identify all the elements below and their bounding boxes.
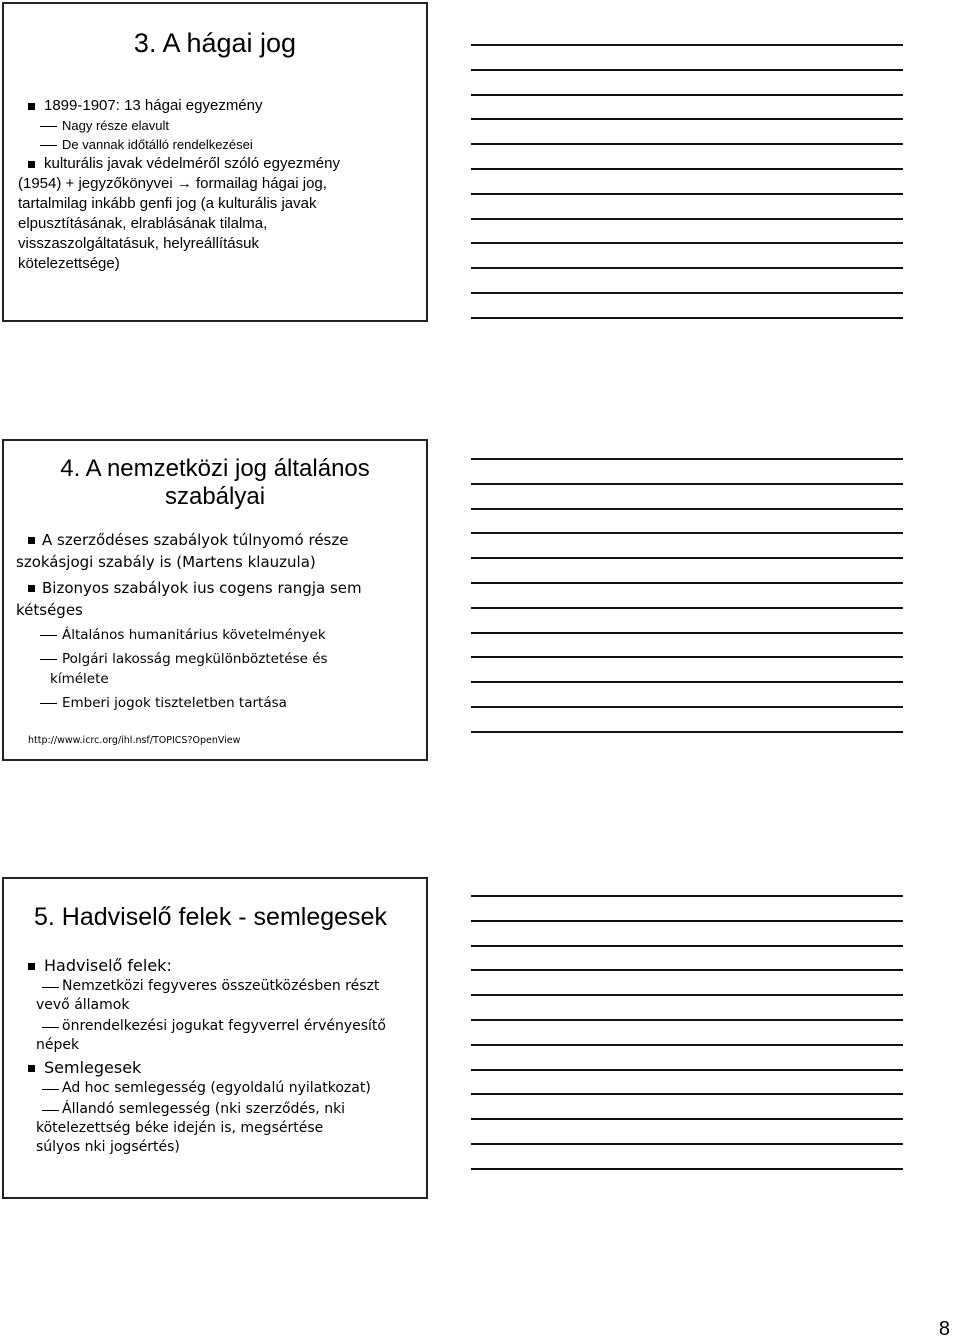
slide-title: 5. Hadviselő felek - semlegesek: [34, 903, 387, 931]
dash-bullet-icon: [42, 987, 59, 988]
note-line: [471, 317, 903, 319]
note-line: [471, 532, 903, 534]
bullet-item: 1899-1907: 13 hágai egyezmény: [4, 96, 426, 116]
note-line: [471, 267, 903, 269]
note-line: [471, 656, 903, 658]
sub-bullet-item: Állandó semlegesség (nki szerződés, nki kötelezettség béke idején is, megsértése súlyos nki jogsértés): [36, 1101, 346, 1155]
dash-bullet-icon: [40, 145, 57, 146]
note-line: [471, 1069, 903, 1071]
sub-bullet-item: Nemzetközi fegyveres összeütközésben részt vevő államok: [36, 978, 380, 1013]
bullet-item: A szerződéses szabályok túlnyomó része szokásjogi szabály is (Martens klauzula): [16, 531, 349, 571]
note-line: [471, 168, 903, 170]
note-line: [471, 731, 903, 733]
bullet-item: Hadviselő felek:: [4, 955, 426, 977]
note-line: [471, 632, 903, 634]
note-line: [471, 1019, 903, 1021]
note-line: [471, 994, 903, 996]
dash-bullet-icon: [42, 1027, 59, 1028]
dash-bullet-icon: [42, 1089, 59, 1090]
note-line: [471, 1143, 903, 1145]
slide-3: [2, 2, 428, 322]
note-line: [471, 483, 903, 485]
note-line: [471, 920, 903, 922]
note-line: [471, 458, 903, 460]
square-bullet-icon: [28, 963, 35, 970]
note-line: [471, 969, 903, 971]
note-line: [471, 218, 903, 220]
note-line: [471, 895, 903, 897]
note-line: [471, 1168, 903, 1170]
note-line: [471, 945, 903, 947]
note-line: [471, 1118, 903, 1120]
note-line: [471, 582, 903, 584]
slide-bullet-list: [4, 955, 426, 1159]
dash-bullet-icon: [40, 126, 57, 127]
slide-4: [2, 439, 428, 761]
sub-bullet-item: Emberi jogok tiszteletben tartása: [4, 693, 426, 713]
note-line: [471, 44, 903, 46]
sub-bullet-item: önrendelkezési jogukat fegyverrel érvényesítő népek: [36, 1018, 386, 1053]
note-line: [471, 607, 903, 609]
sub-bullet-item: Polgári lakosság megkülönböztetése és kímélete: [4, 649, 426, 689]
slide-5: [2, 877, 428, 1199]
note-line: [471, 143, 903, 145]
square-bullet-icon: [28, 1065, 35, 1072]
note-line: [471, 193, 903, 195]
dash-bullet-icon: [40, 659, 57, 660]
sub-bullet-item: De vannak időtálló rendelkezései: [4, 135, 426, 154]
slide-title: 4. A nemzetközi jog általános szabályai: [60, 455, 370, 510]
square-bullet-icon: [28, 537, 35, 544]
note-line: [471, 706, 903, 708]
note-line: [471, 292, 903, 294]
note-line: [471, 1093, 903, 1095]
sub-bullet-item: Nagy része elavult: [4, 116, 426, 135]
square-bullet-icon: [28, 103, 35, 110]
sub-bullet-item: Általános humanitárius követelmények: [4, 625, 426, 645]
slide-bullet-list: [4, 96, 426, 274]
note-line: [471, 242, 903, 244]
page-number: 8: [938, 1318, 950, 1340]
note-line: [471, 1044, 903, 1046]
note-line: [471, 94, 903, 96]
bullet-item: Semlegesek: [4, 1057, 426, 1079]
square-bullet-icon: [28, 585, 35, 592]
bullet-item: Bizonyos szabályok ius cogens rangja sem kétséges: [16, 579, 362, 619]
square-bullet-icon: [28, 161, 35, 168]
bullet-item: kulturális javak védelméről szóló egyezmény (1954) + jegyzőkönyvei → formailag hágai jog, tartalmilag inkább genfi jog (a kulturális javak elpusztításának, elrablásának tilalma, visszaszolgáltatásuk, helyreállításuk kötelezettsége): [18, 155, 340, 272]
sub-bullet-item: Ad hoc semlegesség (egyoldalú nyilatkozat): [4, 1079, 426, 1098]
slide-title: 3. A hágai jog: [133, 28, 297, 58]
reference-url: http://www.icrc.org/ihl.nsf/TOPICS?OpenView: [28, 735, 241, 746]
note-line: [471, 118, 903, 120]
note-line: [471, 69, 903, 71]
note-line: [471, 557, 903, 559]
note-line: [471, 681, 903, 683]
dash-bullet-icon: [40, 635, 57, 636]
slide-bullet-list: [4, 529, 426, 717]
dash-bullet-icon: [40, 703, 57, 704]
note-line: [471, 508, 903, 510]
dash-bullet-icon: [42, 1110, 59, 1111]
